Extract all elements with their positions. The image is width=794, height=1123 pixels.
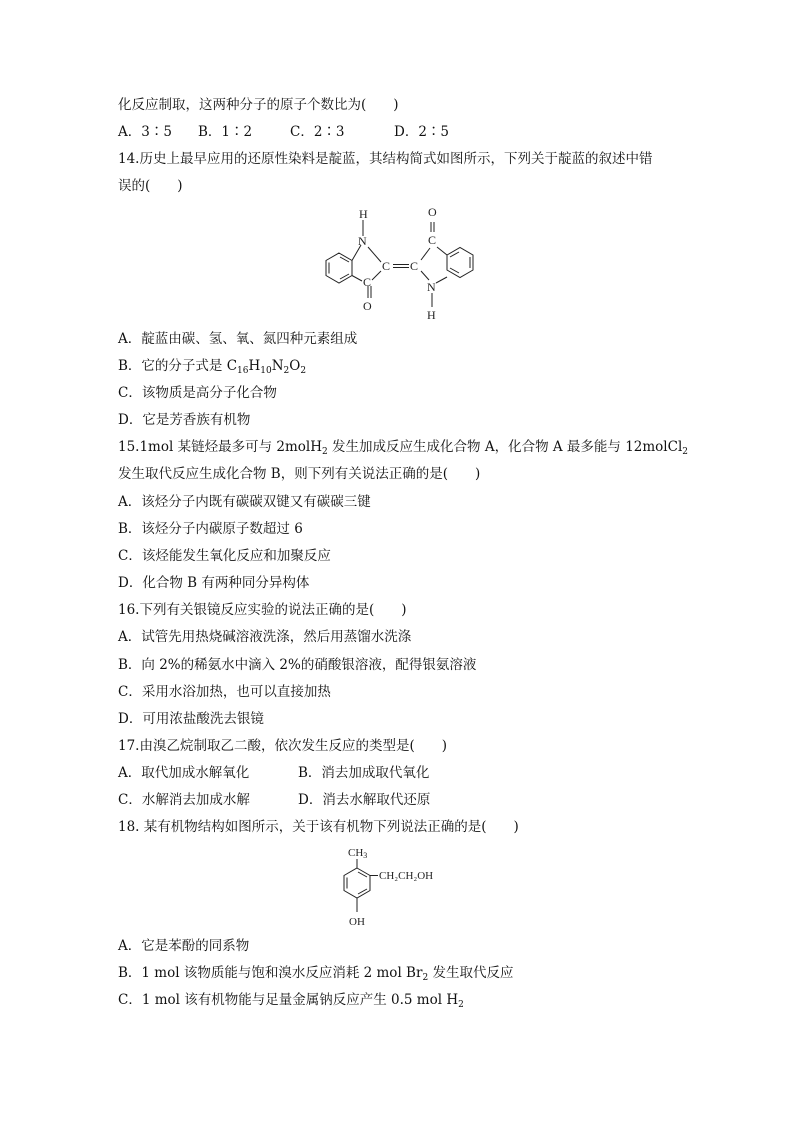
phenol-structure-figure (330, 842, 460, 934)
q14-option-b (118, 357, 306, 375)
q14-stem-line1: 14.历史上最早应用的还原性染料是靛蓝，其结构简式如图所示，下列关于靛蓝的叙述中错 (118, 151, 653, 167)
fig-ch3-text: CH (348, 847, 364, 859)
fig-atom-n-right: N (427, 280, 436, 294)
q15-option-c: C．该烃能发生氧化反应和加聚反应 (118, 548, 331, 564)
q18-option-c (118, 991, 464, 1009)
sub-2-h2-final: 2 (458, 1000, 464, 1010)
q18-option-b (118, 964, 513, 982)
q14-option-c: C．该物质是高分子化合物 (118, 385, 277, 401)
fig-atom-h-top: H (359, 207, 368, 221)
q18-option-b-tail: 发生取代反应 (428, 965, 514, 981)
formula-n: N (271, 358, 284, 374)
q17-option-b: B．消去加成取代氧化 (298, 765, 430, 781)
fig-atom-n-left: N (358, 234, 367, 248)
formula-h: H (248, 358, 261, 374)
sub-2-n: 2 (283, 366, 290, 376)
q16-stem: 16.下列有关银镜反应实验的说法正确的是( ) (118, 602, 407, 618)
sub-2-cl2: 2 (682, 447, 688, 457)
q16-option-d: D．可用浓盐酸洗去银镜 (118, 711, 264, 727)
fig-atom-o-bottom: O (363, 299, 372, 313)
fig-atom-c-carbonyl-left: C (363, 275, 372, 289)
q17-option-c: C．水解消去加成水解 (118, 792, 250, 808)
sub-2-o: 2 (300, 366, 307, 376)
sub-16: 16 (237, 366, 249, 376)
q17-option-d: D．消去水解取代还原 (298, 792, 431, 808)
sub-10: 10 (260, 366, 272, 376)
q15-option-b: B．该烃分子内碳原子数超过 6 (118, 521, 303, 537)
fig-atom-h-bottom: H (427, 308, 436, 322)
fig-side-chain-label: CH₂CH₂OH (379, 870, 434, 882)
q17-options-row2 (118, 791, 430, 809)
q15-option-d: D．化合物 B 有两种同分异构体 (118, 575, 310, 591)
fig-atom-c-right: C (410, 259, 419, 273)
q15-stem-line2: 发生取代反应生成化合物 B，则下列有关说法正确的是( ) (118, 466, 481, 482)
q13-option-c: C．2∶3 (290, 124, 345, 140)
q17-option-a: A．取代加成水解氧化 (118, 765, 250, 781)
fig-atom-c-left: C (382, 259, 391, 273)
q15-stem-part2: 发生加成反应生成化合物 A，化合物 A 最多能与 12molCl (327, 439, 683, 455)
q13-stem: 化反应制取，这两种分子的原子个数比为( ) (118, 97, 399, 113)
q15-stem-line1 (118, 438, 688, 456)
fig-atom-o-top: O (428, 205, 437, 219)
q16-option-a: A．试管先用热烧碱溶液洗涤，然后用蒸馏水洗涤 (118, 629, 412, 645)
q14-option-a: A．靛蓝由碳、氢、氧、氮四种元素组成 (118, 331, 358, 347)
q13-option-d: D．2∶5 (394, 124, 450, 140)
q18-option-c-text: C．1 mol 该有机物能与足量金属钠反应产生 0.5 mol H (118, 992, 459, 1008)
q17-options-row1 (118, 764, 429, 782)
q16-option-c: C．采用水浴加热，也可以直接加热 (118, 684, 331, 700)
q13-option-b: B．1∶2 (198, 124, 253, 140)
fig-oh-label: OH (349, 916, 365, 928)
q14-option-b-text: B．它的分子式是 C (118, 358, 238, 374)
q13-options (118, 123, 449, 141)
sub-2-br2: 2 (422, 973, 429, 983)
q18-option-b-text: B．1 mol 该物质能与饱和溴水反应消耗 2 mol Br (118, 965, 423, 981)
q18-option-a: A．它是苯酚的同系物 (118, 938, 250, 954)
sub-2-h2: 2 (322, 447, 328, 457)
indigo-structure-figure (310, 200, 490, 325)
q18-stem: 18. 某有机物结构如图所示，关于该有机物下列说法正确的是( ) (118, 819, 519, 835)
q15-option-a: A．该烃分子内既有碳碳双键又有碳碳三键 (118, 494, 371, 510)
q13-option-a: A．3∶5 (118, 124, 172, 140)
q14-option-d: D．它是芳香族有机物 (118, 412, 251, 428)
q14-stem-line2: 误的( ) (118, 178, 183, 194)
fig-atom-c-carbonyl-right: C (428, 233, 437, 247)
fig-ch3-sub: 3 (363, 851, 368, 860)
formula-o: O (289, 358, 301, 374)
q17-stem: 17.由溴乙烷制取乙二酸，依次发生反应的类型是( ) (118, 738, 448, 754)
q16-option-b: B．向 2%的稀氨水中滴入 2%的硝酸银溶液，配得银氨溶液 (118, 657, 477, 673)
fig-ch3-label (348, 847, 367, 860)
q15-stem-part1: 15.1mol 某链烃最多可与 2molH (118, 439, 322, 455)
